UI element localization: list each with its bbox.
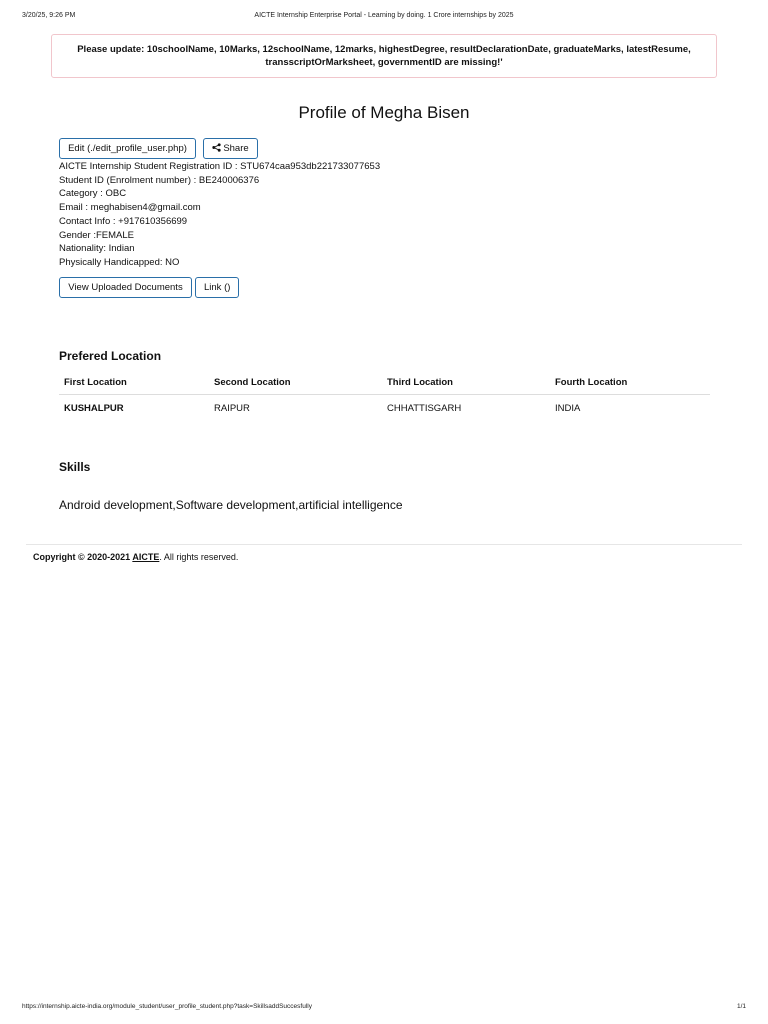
- gender: Gender :FEMALE: [59, 229, 134, 241]
- registration-id: AICTE Internship Student Registration ID : STU674caa953db221733077653: [59, 161, 381, 172]
- aicte-link[interactable]: AICTE: [132, 552, 160, 562]
- share-label: Share: [223, 143, 249, 154]
- footer-divider: [26, 544, 742, 545]
- preferred-location-heading: Prefered Location: [59, 349, 162, 363]
- nationality: Nationality: Indian: [59, 243, 135, 255]
- alert-message: Please update: 10schoolName, 10Marks, 12schoolName, 12marks, highestDegree, resultDeclarationDate, graduateMarks, latestResume, transscriptOrMarksheet, governmentID are missing!': [77, 44, 691, 68]
- column-header: Fourth Location: [550, 370, 710, 395]
- edit-profile-button[interactable]: Edit (./edit_profile_user.php): [59, 138, 196, 159]
- print-url: https://internship.aicte-india.org/module_student/user_profile_student.php?task=SkillsaddSuccesfully: [22, 1003, 312, 1010]
- copyright-text: Copyright © 2020-2021: [33, 552, 133, 562]
- email: Email : meghabisen4@gmail.com: [59, 202, 201, 214]
- preferred-location-table: [59, 370, 710, 421]
- column-header: Third Location: [382, 370, 550, 395]
- student-id: Student ID (Enrolment number) : BE240006376: [59, 174, 260, 186]
- view-documents-button[interactable]: View Uploaded Documents: [59, 277, 192, 298]
- table-cell: INDIA: [555, 402, 581, 414]
- table-cell: CHHATTISGARH: [387, 402, 462, 414]
- print-date: 3/20/25, 9:26 PM: [22, 12, 76, 19]
- share-icon: [212, 143, 221, 152]
- physically-handicapped: Physically Handicapped: NO: [59, 256, 180, 268]
- column-header: First Location: [59, 370, 209, 395]
- missing-fields-alert: [51, 34, 717, 78]
- table-header-row: [59, 370, 710, 395]
- contact-info: Contact Info : +917610356699: [59, 215, 188, 227]
- link-button[interactable]: Link (): [195, 277, 239, 298]
- share-button[interactable]: [203, 138, 258, 159]
- print-header: [0, 12, 768, 24]
- page-number: 1/1: [736, 1003, 746, 1010]
- table-cell: RAIPUR: [214, 402, 250, 414]
- page-title: Profile of Megha Bisen: [298, 103, 470, 122]
- footer: [33, 552, 238, 562]
- table-cell: KUSHALPUR: [64, 402, 124, 414]
- column-header: Second Location: [209, 370, 382, 395]
- table-row: [59, 395, 710, 422]
- skills-text: Android development,Software development,artificial intelligence: [59, 498, 403, 512]
- print-title: AICTE Internship Enterprise Portal - Learning by doing. 1 Crore internships by 2025: [254, 12, 514, 19]
- rights-text: . All rights reserved.: [159, 552, 239, 562]
- skills-heading: Skills: [59, 460, 91, 474]
- category: Category : OBC: [59, 188, 127, 200]
- profile-info: [59, 160, 380, 270]
